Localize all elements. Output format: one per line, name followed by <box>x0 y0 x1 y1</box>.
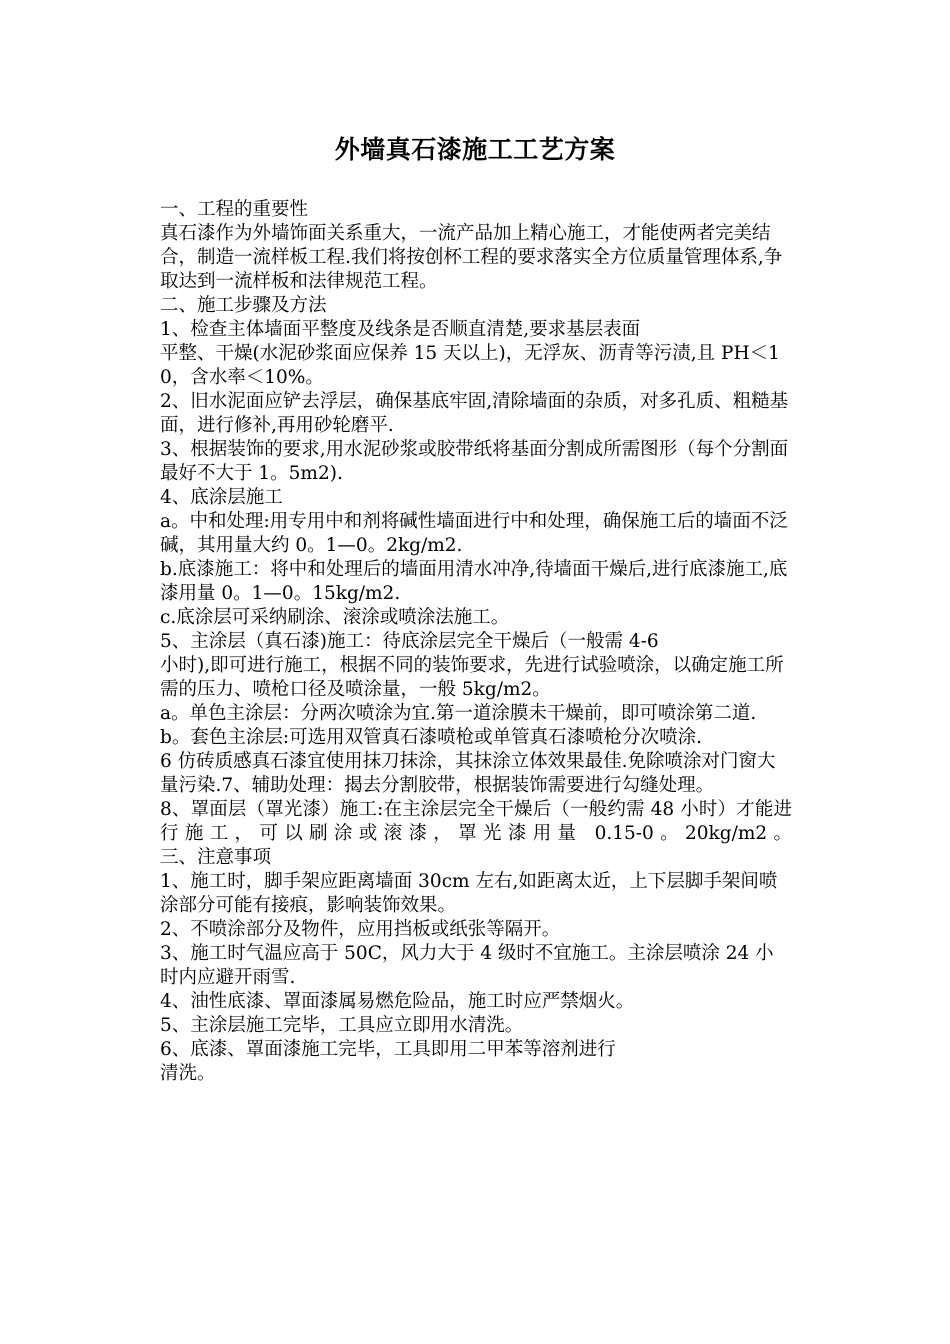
paragraph-note-2: 2、不喷涂部分及物件，应用挡板或纸张等隔开。 <box>160 919 561 940</box>
paragraph-step-1-intro: 1、检查主体墙面平整度及线条是否顺直清楚,要求基层表面 <box>160 319 641 340</box>
section-heading-importance: 一、工程的重要性 <box>160 199 309 220</box>
paragraph-step-4a: a。中和处理:用专用中和剂将碱性墙面进行中和处理，确保施工后的墙面不泛碱，其用量大约 0。1—0。2kg/m2. <box>160 511 788 556</box>
document-body <box>160 198 792 1086</box>
paragraph-step-3: 3、根据装饰的要求,用水泥砂浆或胶带纸将基面分割成所需图形（每个分割面最好不大于 1。5m2). <box>160 439 789 484</box>
paragraph-step-4c: c.底涂层可采纳刷涂、滚涂或喷涂法施工。 <box>160 607 510 628</box>
paragraph-note-6-end: 清洗。 <box>160 1063 216 1084</box>
paragraph-step-2: 2、旧水泥面应铲去浮层，确保基底牢固,清除墙面的杂质，对多孔质、粗糙基面，进行修补,再用砂轮磨平. <box>160 391 789 436</box>
paragraph-note-5: 5、主涂层施工完毕，工具应立即用水清洗。 <box>160 1015 524 1036</box>
paragraph-step-4b: b.底漆施工：将中和处理后的墙面用清水冲净,待墙面干燥后,进行底漆施工,底漆用量 0。1—0。15kg/m2. <box>160 559 788 604</box>
paragraph-note-3: 3、施工时气温应高于 50C，风力大于 4 级时不宜施工。主涂层喷涂 24 小时内应避开雨雪. <box>160 943 774 988</box>
section-heading-notes: 三、注意事项 <box>160 847 272 868</box>
paragraph-importance: 真石漆作为外墙饰面关系重大，一流产品加上精心施工，才能使两者完美结合，制造一流样板工程.我们将按创杯工程的要求落实全方位质量管理体系,争取达到一流样板和法律规范工程。 <box>160 223 783 292</box>
paragraph-note-4: 4、油性底漆、罩面漆属易燃危险品，施工时应严禁烟火。 <box>160 991 635 1012</box>
document-title: 外墙真石漆施工工艺方案 <box>334 135 616 164</box>
paragraph-note-6: 6、底漆、罩面漆施工完毕，工具即用二甲苯等溶剂进行 <box>160 1039 616 1060</box>
paragraph-step-8: 8、罩面层（罩光漆）施工:在主涂层完全干燥后（一般约需 48 小时）才能进行施工，可以刷涂或滚漆，罩光漆用量 0.15-0。20kg/m2。 <box>160 799 792 844</box>
paragraph-step-5a: a。单色主涂层：分两次喷涂为宜.第一道涂膜未干燥前，即可喷涂第二道. <box>160 703 757 724</box>
paragraph-step-4-heading: 4、底涂层施工 <box>160 487 283 508</box>
paragraph-step-1-detail: 平整、干燥(水泥砂浆面应保养 15 天以上)，无浮灰、沥青等污渍,且 PH＜10，含水率＜10%。 <box>160 343 780 388</box>
section-heading-steps: 二、施工步骤及方法 <box>160 295 327 316</box>
paragraph-step-5-intro: 5、主涂层（真石漆)施工：待底涂层完全干燥后（一般需 4-6 <box>160 631 659 652</box>
paragraph-step-5-detail: 小时),即可进行施工，根据不同的装饰要求，先进行试验喷涂，以确定施工所需的压力、喷枪口径及喷涂量，一般 5kg/m2。 <box>160 655 784 700</box>
paragraph-note-1: 1、施工时，脚手架应距离墙面 30cm 左右,如距离太近，上下层脚手架间喷涂部分可能有接痕，影响装饰效果。 <box>160 871 778 916</box>
paragraph-step-5b: b。套色主涂层:可选用双管真石漆喷枪或单管真石漆喷枪分次喷涂. <box>160 727 702 748</box>
paragraph-step-6-7: 6 仿砖质感真石漆宜使用抹刀抹涂，其抹涂立体效果最佳.免除喷涂对门窗大量污染.7、辅助处理：揭去分割胶带，根据装饰需要进行勾缝处理。 <box>160 751 776 796</box>
